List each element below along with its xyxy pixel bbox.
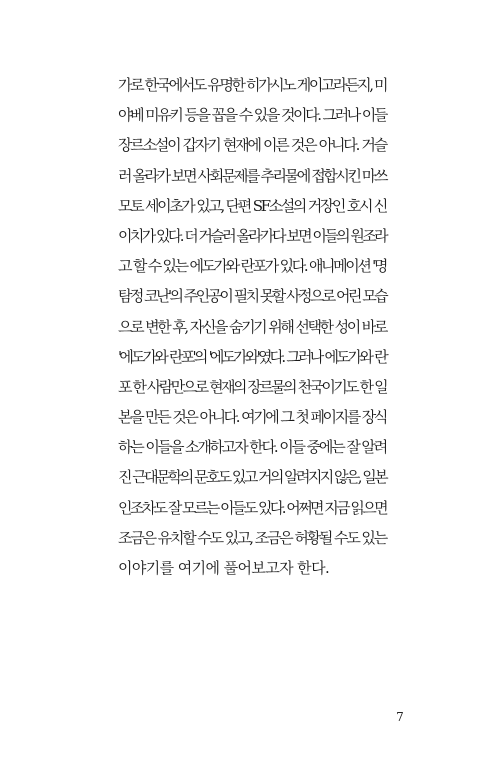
text-line: 진 근대문학의 문호도 있고 거의 알려지지 않은, 일본 [118,468,386,487]
text-line: 으로 변한 후, 자신을 숨기기 위해 선택한 성이 바로 [118,317,386,336]
text-line: 포 한 사람만으로 현재의 장르물의 천국이기도 한 일 [118,377,386,396]
body-text [118,70,386,583]
text-line: 하는 이들을 소개하고자 한다. 이들 중에는 잘 알려 [118,438,386,457]
text-line: 모토 세이초가 있고, 단편 SF소설의 거장인 호시 신 [118,196,386,215]
page-number: 7 [396,710,404,724]
text-line: 야베 미유키 등을 꼽을 수 있을 것이다. 그러나 이들 [118,106,386,125]
text-line: 장르소설이 갑자기 현재에 이른 것은 아니다. 거슬 [118,136,386,155]
text-line: 러 올라가 보면 사회문제를 추리물에 접합시킨 마쓰 [118,166,387,185]
text-line: 인조차도 잘 모르는 이들도 있다. 어쩌면 지금 읽으면 [118,498,386,517]
text-line: 이야기를 여기에 풀어보고자 한다. [118,559,330,577]
text-line: '에도가와 란포'의 '에도가와'였다. 그러나 에도가와 란 [118,347,386,366]
text-line: 탐정 코난'의 주인공이 필치 못할 사정으로 어린 모습 [118,287,386,306]
text-line: 본을 만든 것은 아니다. 여기에 그 첫 페이지를 장식 [118,408,386,427]
text-line: 가로 한국에서도 유명한 히가시노 게이고라든지, 미 [118,76,387,94]
text-line: 이치가 있다. 더 거슬러 올라가다 보면 이들의 원조라 [118,226,386,245]
text-line: 조금은 유치할 수도 있고, 조금은 허황될 수도 있는 [118,528,386,547]
text-line: 고 할 수 있는 에도가와 란포가 있다. 애니메이션 '명 [118,257,386,276]
